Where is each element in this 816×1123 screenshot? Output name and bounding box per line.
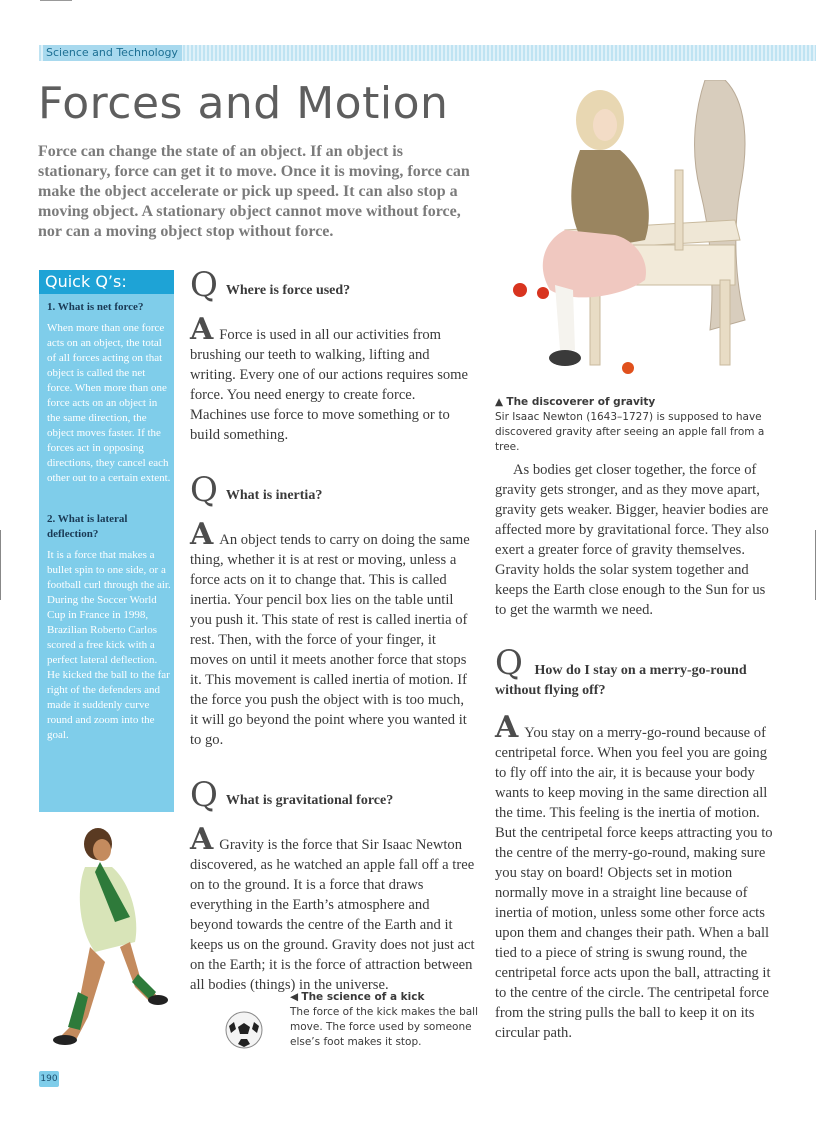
q-dropcap-icon: Q [190,265,218,305]
qa2-answer [190,517,475,750]
middle-column [190,265,475,995]
qa2-answer-text: An object tends to carry on doing the same thing, whether it is at rest or moving, unless a force acts on it to change that. This is called inertia. Your pencil box lies on the table until you push it. This state of rest is called inertia of rest. Then, with the force of your finger, it moves on until it meets another force that stops it. This movement is called inertia of motion. If the force you push the object with is too much, it will go beyond the point where you wanted it to go. [190,532,470,748]
soccer-ball-icon [224,1010,264,1050]
quick-qs-box [39,270,174,812]
qa3-answer-text: Gravity is the force that Sir Isaac Newton discovered, as he watched an apple fall off a tree on to the ground. It is a force that draws everything in the Earth’s atmosphere and beyond towards the centre of the Earth and it keeps us on the ground. Gravity does not just act on the Earth; it is the force of attraction between all bodies (things) in the universe. [190,837,475,993]
triangle-left-icon: ◀ [290,991,299,1003]
qa1-answer-text: Force is used in all our activities from brushing our teeth to walking, lifting and writing. Every one of our actions requires some force. You need energy to create force. Machines use force to move something or to build something. [190,327,469,443]
newton-illustration [495,80,785,390]
quick-q2-answer: It is a force that makes a bullet spin to one side, or a football curl through the air. During the Soccer World Cup in France in 1998, Brazilian Roberto Carlos scored a free kick with a perfect lateral deflection. He kicked the ball to the far right of the defenders and made it suddenly curve round and zoom into the goal. [47,549,171,741]
merry-answer-text: You stay on a merry-go-round because of centripetal force. When you feel you are going to fly off into the air, it is because your body wants to keep moving in the same direction all the time. This feeling is the inertia of motion. But the centripetal force keeps attracting you to the centre of the merry-go-round, making sure you stay on board! Objects set in motion normally move in a straight line because of inertia of motion, unless some other force acts upon them and changes their path. When a ball tied to a piece of string is swung round, the centripetal force acts upon the ball, attracting it to the centre of the circle. The centripetal force from the string pulls the ball to keep it on its circular path. [495,725,773,1041]
kick-caption-title: The science of a kick [301,991,425,1003]
girl-soccer-image [40,822,180,1052]
gravity-paragraph: As bodies get closer together, the force of gravity gets stronger, and as they move apart, gravity gets weaker. Bigger, heavier bodies are affected more by gravitational force. They also exert a greater force of gravity themselves. Gravity holds the solar system together and keeps the Earth close enough to the Sun for us to get the warmth we need. [495,462,769,618]
qa3-question-row [190,775,475,815]
newton-caption-text: Sir Isaac Newton (1643–1727) is supposed to have discovered gravity after seeing an apple fall from a tree. [495,411,765,453]
quick-qs-body [47,300,171,743]
left-margin-mark [0,530,1,600]
page-number: 190 [39,1071,59,1087]
qa3-answer [190,822,475,995]
q-dropcap-icon: Q [190,470,218,510]
section-header-bar [39,45,816,61]
a-dropcap-icon: A [190,822,214,857]
quick-qs-heading: Quick Q’s: [39,270,174,294]
a-dropcap-icon: A [190,312,214,347]
quick-q1-answer: When more than one force acts on an object, the total of all forces acting on that object is called the net force. When more than one force acts on an object in the same direction, the object moves faster. If the forces act in opposing directions, they cancel each other out to a certain extent. [47,322,171,484]
triangle-up-icon: ▲ [495,396,504,408]
page-title: Forces and Motion [38,78,449,129]
a-dropcap-icon: A [495,710,519,745]
kick-caption [290,990,480,1050]
qa3-question: What is gravitational force? [225,793,394,808]
right-column [495,460,780,1043]
qa2-question-row [190,470,475,510]
a-dropcap-icon: A [190,517,214,552]
qa1-question: Where is force used? [225,283,351,298]
qa1-answer [190,312,475,445]
soccer-ball-illustration [224,1010,264,1050]
merry-answer [495,710,780,1043]
intro-paragraph: Force can change the state of an object. If an object is stationary, force can get it to move. Once it is moving, force can make the object accelerate or pick up speed. It can also stop a moving object. A stationary object cannot move without force, nor can a moving object stop without force. [38,143,470,240]
newton-under-tree-image [495,80,785,390]
qa2-question: What is inertia? [225,488,323,503]
top-rule [40,0,72,1]
merry-question: How do I stay on a merry-go-round without flying off? [495,663,747,698]
section-label: Science and Technology [43,45,182,61]
q-dropcap-icon: Q [190,775,218,815]
qa1-question-row [190,265,475,305]
q-dropcap-icon: Q [495,643,523,683]
quick-q1-question: 1. What is net force? [47,301,144,313]
newton-caption [495,395,790,455]
quick-q2-question: 2. What is lateral deflection? [47,513,128,540]
girl-kicking-illustration [40,822,180,1052]
kick-caption-text: The force of the kick makes the ball move. The force used by someone else’s foot makes it stop. [290,1006,479,1048]
merry-question-row [495,643,780,700]
newton-caption-title: The discoverer of gravity [506,396,656,408]
